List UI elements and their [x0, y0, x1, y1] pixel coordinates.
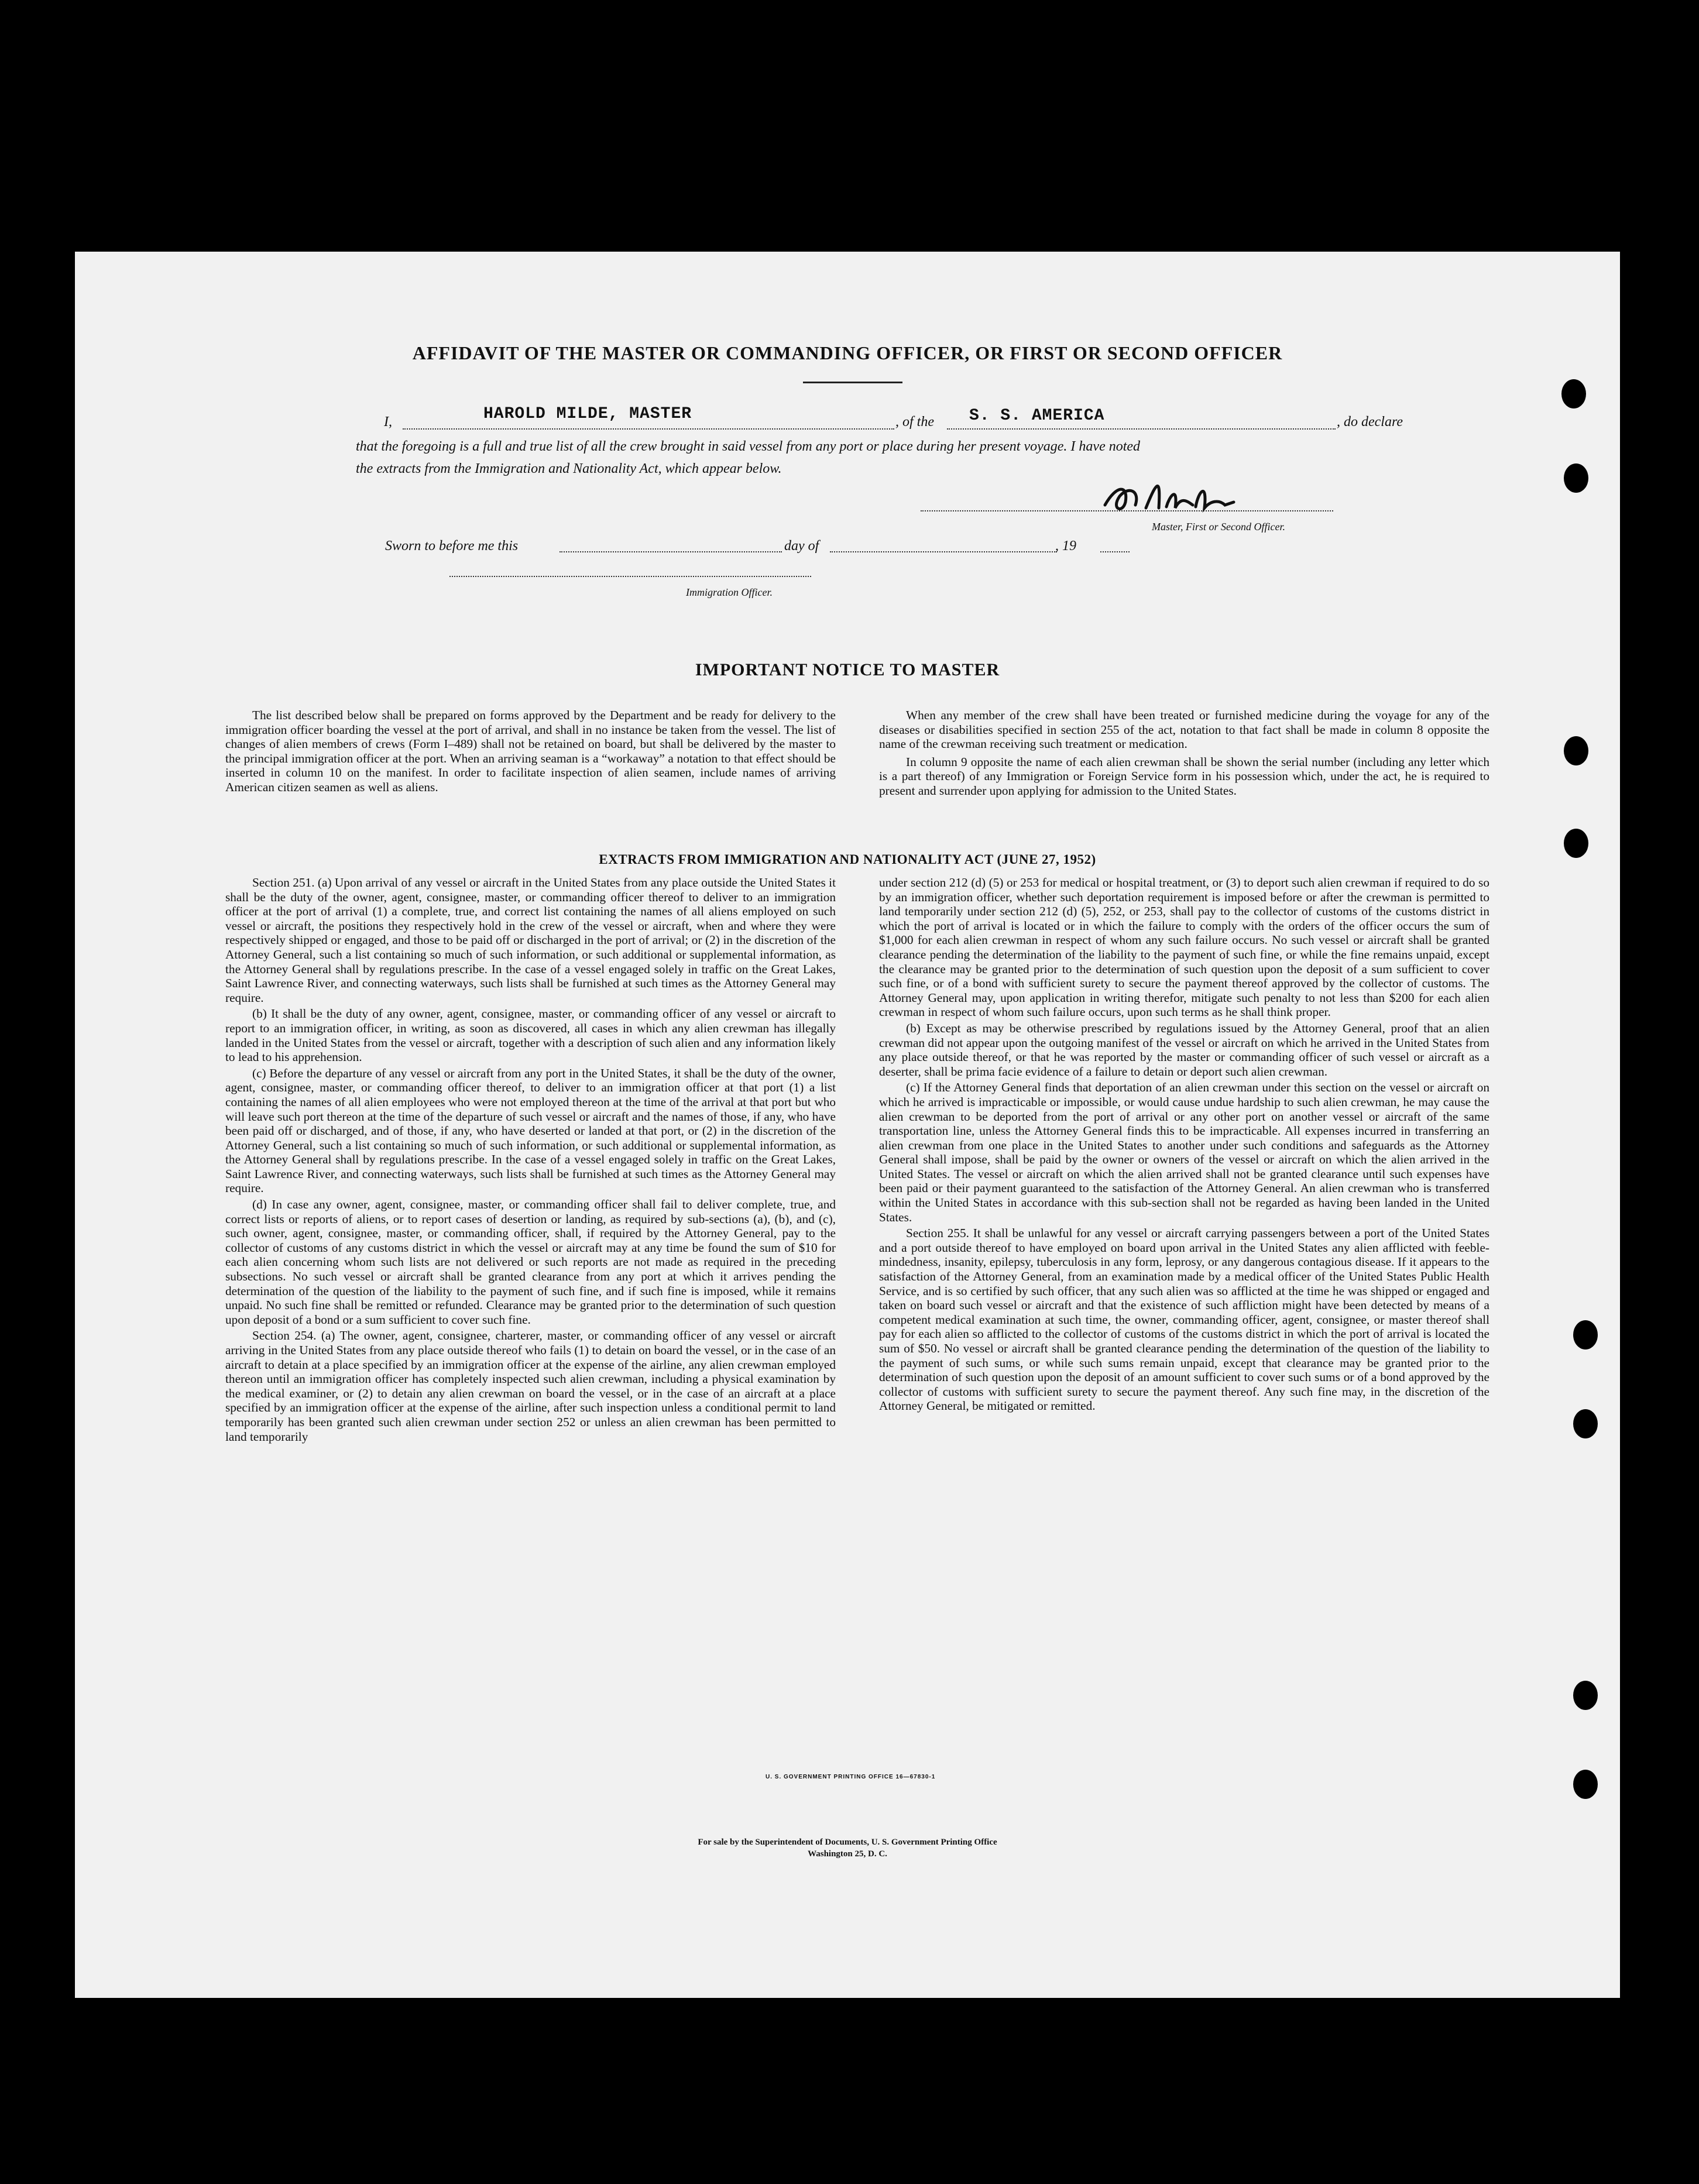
signature-caption: Master, First or Second Officer. — [1152, 521, 1285, 533]
declarant-name: HAROLD MILDE, MASTER — [483, 405, 692, 423]
binder-hole — [1573, 1681, 1598, 1710]
master-signature — [1093, 473, 1316, 520]
statement-line-2: the extracts from the Immigration and Nationality Act, which appear below. — [356, 461, 782, 476]
sworn-month-field[interactable] — [830, 537, 1057, 552]
sale-line-2: Washington 25, D. C. — [808, 1849, 887, 1859]
do-declare-label: , do declare — [1337, 414, 1403, 430]
day-of-label: day of — [784, 538, 819, 554]
binder-hole — [1564, 829, 1588, 858]
binder-hole — [1564, 736, 1588, 765]
binder-hole — [1573, 1770, 1598, 1799]
sale-line-1: For sale by the Superintendent of Documents, U. S. Government Printing Office — [698, 1838, 997, 1847]
binder-hole — [1564, 463, 1588, 493]
sworn-year-field[interactable] — [1100, 537, 1130, 552]
notice-left-paragraph: The list described below shall be prepared on forms approved by the Department and be ready for delivery to the immigration officer boarding the vessel at the port of arrival, and shall in no instance be taken from the vessel. The list of changes of alien members of crews (Form I–489) shall not be retained on board, but shall be delivered by the master to the principal immigration officer at the port. When an arriving seaman is a “workaway” a notation to that effect should be inserted in column 10 on the manifest. In order to facilitate inspection of alien seamen, include names of arriving American citizen seamen as well as aliens. — [225, 708, 836, 794]
immigration-officer-caption: Immigration Officer. — [686, 586, 773, 598]
binder-hole — [1561, 379, 1586, 408]
extract-paragraph: (c) If the Attorney General finds that deportation of an alien crewman under this section on the vessel or aircraft on which he arrived is impracticable or impossible, or would cause undue hardship to such alien crewman, he may cause the alien crewman to be deported from the port of arrival or any other port on another vessel or aircraft of the same transportation line, unless the Attorney General finds this to be impracticable. All expenses incurred in transferring an alien crewman from one place in the United States to another under such conditions and safeguards as the Attorney General shall impose, shall be paid by the owner or owners of the vessel or aircraft on which the alien arrived in the United States. The vessel or aircraft on which the alien arrived shall not be granted clearance until such expenses have been paid or their payment guaranteed to the satisfaction of the Attorney General. An alien crewman who is transferred within the United States in accordance with this sub-section shall not be regarded as having been landed in the United States. — [879, 1080, 1489, 1224]
sale-notice — [555, 1836, 1140, 1860]
binder-hole — [1573, 1409, 1598, 1438]
extracts-left-column — [225, 875, 836, 1445]
extract-paragraph: (b) It shall be the duty of any owner, agent, consignee, master, or commanding officer of any vessel or aircraft to report to an immigration officer, in writing, as soon as discovered, all cases in which any alien crewman has illegally landed in the United States from the vessel or aircraft, together with a description of such alien and any information likely to lead to his apprehension. — [225, 1007, 836, 1064]
of-the-label: , of the — [895, 414, 934, 430]
notice-right-paragraph: When any member of the crew shall have been treated or furnished medicine during the voyage for any of the diseases or disabilities specified in section 255 of the act, notation to that fact shall be made in column 8 opposite the name of the crewman receiving such treatment or medication. — [879, 708, 1489, 751]
notice-left-column — [225, 708, 836, 796]
signature-line[interactable] — [921, 509, 1333, 511]
year-prefix: , 19 — [1055, 538, 1076, 554]
extract-paragraph: under section 212 (d) (5) or 253 for medical or hospital treatment, or (3) to deport such alien crewman if required to do so by an immigration officer, whether such deportation requirement is imposed before or after the crewman is permitted to land temporarily under section 212 (d) (5), 252, or 253, shall pay to the collector of customs of the customs district in which the port of arrival is located or in which the failure to comply with the orders of the officer occurs the sum of $1,000 for each alien crewman in respect of whom any such failure occurs. No such vessel or aircraft shall be granted clearance pending the determination of the liability to the payment of such fine, or while the fine remains unpaid, except the clearance may be granted prior to the determination of such question upon the deposit of a sum sufficient to cover such fine, or of a bond with sufficient surety to secure the payment thereof approved by the collector of customs. The Attorney General may, upon application in writing therefor, mitigate such penalty to not less than $200 for each alien crewman in respect of whom such failure occurs, upon such terms as he shall think proper. — [879, 875, 1489, 1019]
form-title: AFFIDAVIT OF THE MASTER OR COMMANDING OFFICER, OR FIRST OR SECOND OFFICER — [412, 342, 1283, 363]
title-rule — [803, 382, 902, 383]
binder-hole — [1573, 1320, 1598, 1349]
gpo-imprint: U. S. GOVERNMENT PRINTING OFFICE 16—67830-1 — [766, 1774, 936, 1780]
immigration-officer-signature-line[interactable] — [449, 575, 811, 577]
notice-heading: IMPORTANT NOTICE TO MASTER — [695, 660, 1000, 679]
extracts-heading: EXTRACTS FROM IMMIGRATION AND NATIONALITY ACT (JUNE 27, 1952) — [599, 852, 1096, 867]
extract-paragraph: (b) Except as may be otherwise prescribed by regulations issued by the Attorney General, proof that an alien crewman did not appear upon the outgoing manifest of the vessel or aircraft on which he arrived in the United States from any place outside thereof, or that he was reported by the master or commanding officer of such vessel or aircraft as a deserter, shall be prima facie evidence of a failure to detain or deport such alien crewman. — [879, 1021, 1489, 1079]
notice-right-column — [879, 708, 1489, 800]
extracts-right-column — [879, 875, 1489, 1415]
statement-line-1: that the foregoing is a full and true list of all the crew brought in said vessel from any port or place during her present voyage. I have noted — [356, 439, 1141, 454]
sworn-prefix: Sworn to before me this — [385, 538, 519, 554]
extract-paragraph: (c) Before the departure of any vessel or aircraft from any port in the United States, it shall be the duty of the owner, agent, consignee, master, or commanding officer thereof, to deliver to an immigration officer at that port (1) a list containing the names of all alien employees who were not employed thereon at the time of the arrival at that port but who will leave such port thereon at the time of the departure of such vessel or aircraft and the names of those, if any, who have been paid off or discharged, and of those, if any, who have deserted or landed at that port, or (2) in the discretion of the Attorney General, such a list containing so much of such information, or such additional or supplemental information, as the Attorney General shall by regulations prescribe. In the case of a vessel engaged solely in traffic on the Great Lakes, Saint Lawrence River, and connecting waterways, such lists shall be furnished at such times as the Attorney General may require. — [225, 1066, 836, 1196]
extract-paragraph: Section 255. It shall be unlawful for any vessel or aircraft carrying passengers between a port of the United States and a port outside thereof to have employed on board upon arrival in the United States any alien afflicted with feeble-mindedness, insanity, epilepsy, tuberculosis in any form, leprosy, or any dangerous contagious disease. If it appears to the satisfaction of the Attorney General, from an examination made by a medical officer of the United States Public Health Service, and is so certified by such officer, that any such alien was so afflicted at the time he was shipped or engaged and taken on board such vessel or aircraft and that the existence of such affliction might have been detected by means of a competent medical examination at such time, the owner, commanding officer, agent, consignee, or master thereof shall pay for each alien so afflicted to the collector of customs of the customs district in which the port of arrival is located the sum of $50. No vessel or aircraft shall be granted clearance pending the determination of the question of the liability to the payment of such sums, or while such sums remain unpaid, except that clearance may be granted prior to the determination of such question upon the deposit of an amount sufficient to cover such sums or of a bond approved by the collector of customs with sufficient surety to secure the payment thereof. Any such fine may, in the discretion of the Attorney General, be mitigated or remitted. — [879, 1226, 1489, 1413]
vessel-name: S. S. AMERICA — [969, 407, 1105, 425]
extract-paragraph: (d) In case any owner, agent, consignee, master, or commanding officer shall fail to deliver complete, true, and correct lists or reports of aliens, or to report cases of desertion or landing, as required by sub-sections (a), (b), and (c), such owner, agent, consignee, master, or commanding officer, shall, if required by the Attorney General, pay to the collector of customs of any customs district in which the vessel or aircraft may at any time be found the sum of $10 for each alien concerning whom such lists are not delivered or such reports are not made as required in the preceding subsections. No such vessel or aircraft shall be granted clearance from any port at which it arrives pending the determination of the question of the liability to the payment of such fine, and if such fine is imposed, while it remains unpaid. No such fine shall be remitted or refunded. Clearance may be granted prior to the determination of such question upon deposit of a bond or a sum sufficient to cover such fine. — [225, 1197, 836, 1327]
notice-right-paragraph: In column 9 opposite the name of each alien crewman shall be shown the serial number (including any letter which is a part thereof) of any Immigration or Foreign Service form in his possession which, under the act, he is required to present and surrender upon applying for admission to the United States. — [879, 754, 1489, 798]
sworn-day-field[interactable] — [560, 537, 782, 552]
declarant-prefix: I, — [384, 414, 392, 430]
extract-paragraph: Section 251. (a) Upon arrival of any vessel or aircraft in the United States from any place outside the United States it shall be the duty of the owner, agent, consignee, master, or commanding officer thereof to deliver to an immigration officer at the port of arrival (1) a complete, true, and correct list containing the names of all aliens employed on such vessel or aircraft, the positions they respectively hold in the crew of the vessel or aircraft, when and where they were respectively shipped or engaged, and those to be paid off or discharged in the port of arrival; or (2) in the discretion of the Attorney General, such a list containing so much of such information, or such additional or supplemental information, as the Attorney General shall by regulations prescribe. In the case of a vessel engaged solely in traffic on the Great Lakes, Saint Lawrence River, and connecting waterways, such lists shall be furnished at such times as the Attorney General may require. — [225, 875, 836, 1005]
document-page — [75, 252, 1620, 1998]
extract-paragraph: Section 254. (a) The owner, agent, consignee, charterer, master, or commanding officer of any vessel or aircraft arriving in the United States from any place outside thereof who fails (1) to detain on board the vessel, or in the case of an aircraft to detain at a place specified by an immigration officer at the expense of the airline, any alien crewman employed thereon until an immigration officer has completely inspected such alien crewman, including a physical examination by the medical examiner, or (2) to detain any alien crewman on board the vessel, or in the case of an aircraft at a place specified by an immigration officer at the expense of the airline, after such inspection unless a conditional permit to land temporarily has been granted such alien crewman under section 252 or unless an alien crewman has been permitted to land temporarily — [225, 1328, 836, 1444]
